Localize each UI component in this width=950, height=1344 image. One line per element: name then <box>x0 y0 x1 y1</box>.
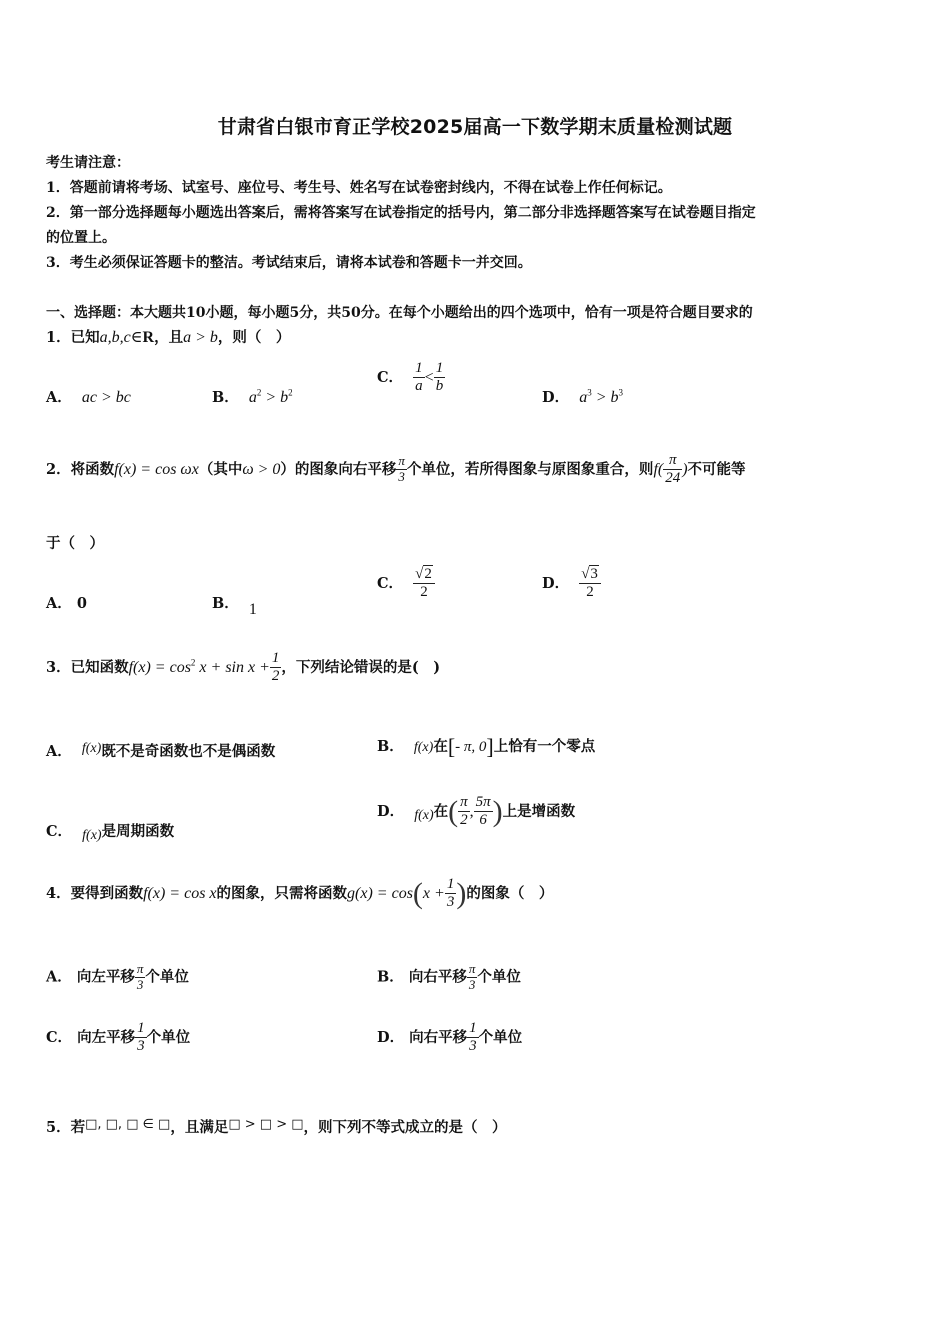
q4-option-c-den: 3 <box>137 1038 145 1055</box>
q4-option-a <box>46 962 189 993</box>
q2-option-d: D． $\frac{√3}{2}$ <box>542 566 601 602</box>
q1-prefix: 1．已知 <box>46 329 100 346</box>
q3-option-d-den2: 6 <box>479 812 487 829</box>
q5-set: □, □, □ ∈ □ <box>85 1117 171 1132</box>
question-5 <box>46 1116 507 1137</box>
q2-option-b-value: 1 <box>248 601 257 618</box>
q1-option-a <box>46 386 131 407</box>
q1-option-b <box>212 386 293 407</box>
q3-option-b-in: 在 <box>433 738 448 755</box>
note-item-3: 3．考生必须保证答题卡的整洁。考试结束后，请将本试卷和答题卡一并交回。 <box>46 255 532 271</box>
q1-option-d-exp2: 3 <box>618 387 623 398</box>
q4-gfrac-num: 1 <box>445 876 457 894</box>
q1-option-c-rel: < <box>424 368 434 386</box>
q2-cond-post: ）的图象向右平移 <box>280 460 397 478</box>
q2-option-b-label: B． <box>212 595 239 612</box>
q1-set-R: R <box>142 329 155 346</box>
q2-val-close: ) <box>682 460 688 478</box>
q4-option-b-label: B． <box>377 968 404 986</box>
q3-option-c <box>46 820 174 841</box>
q3-option-d-in: 在 <box>433 802 449 820</box>
q2-option-b <box>212 592 257 618</box>
q2-func: f(x) = cos ωx <box>114 460 199 478</box>
question-4: 4．要得到函数f(x) = cos x的图象，只需将函数g(x) = cos(x + $\frac{1}{3}$ )的图象（ ） <box>46 876 554 911</box>
q1-option-c <box>377 360 445 396</box>
q3-option-b: B． f(x)在[- π, 0]上恰有一个零点 <box>377 734 596 759</box>
q3-func: f(x) = cos <box>128 659 191 677</box>
q4-option-b <box>377 962 521 993</box>
q4-option-a-den: 3 <box>136 976 144 992</box>
q1-option-d-exp1: 3 <box>587 387 592 398</box>
q2-cond-pre: （其中 <box>198 460 243 478</box>
q4-option-d-label: D． <box>377 1028 405 1046</box>
q4-option-b-pre: 向右平移 <box>408 968 467 986</box>
q4-option-a-num: π <box>136 961 144 976</box>
q3-option-d-label: D． <box>377 802 405 820</box>
q1-option-b-label: B． <box>212 389 239 406</box>
q4-option-a-label: A． <box>46 968 72 986</box>
q3-option-b-label: B． <box>377 738 404 755</box>
q3-frac-num: 1 <box>270 650 282 668</box>
q3-option-c-f: f(x) <box>82 828 102 843</box>
question-2 <box>46 452 746 488</box>
q2-prefix: 2．将函数 <box>46 460 115 478</box>
q3-option-a-text: 既不是奇函数也不是偶函数 <box>101 743 276 760</box>
q2-val-num: π <box>663 452 682 470</box>
q2-cond: ω > 0 <box>242 460 281 478</box>
q4-option-b-den: 3 <box>468 976 476 992</box>
q1-option-d-rel: > b <box>591 389 619 406</box>
q2-option-a-label: A． <box>46 595 72 612</box>
q1-suffix: ，则（ ） <box>217 329 291 346</box>
q3-frac-den: 2 <box>271 668 280 685</box>
q3-option-d: D． f(x)在( $\frac{\pi}{2}$ , $\frac{5\pi}{6}$ )上是增函数 <box>377 794 576 829</box>
q3-option-a-label: A． <box>46 743 72 760</box>
q4-option-c-pre: 向左平移 <box>77 1028 136 1046</box>
q1-option-d-base1: a <box>579 389 588 406</box>
q4-option-d-den: 3 <box>469 1038 477 1055</box>
q3-option-d-num1: π <box>458 794 470 812</box>
q2-suffix: 不可能等 <box>687 460 746 478</box>
q1-cond: a > b <box>183 329 218 346</box>
q1-option-d <box>542 386 623 407</box>
q3-prefix: 3．已知函数 <box>46 658 129 676</box>
q3-option-b-interval: - π, 0 <box>455 739 487 755</box>
q2-option-c-label: C． <box>377 574 404 592</box>
q4-option-c-label: C． <box>46 1028 73 1046</box>
q1-mid: ，且 <box>154 329 184 346</box>
q4-option-c <box>46 1020 190 1056</box>
q1-option-b-rel: > b <box>261 389 289 406</box>
q4-option-d-post: 个单位 <box>478 1028 523 1046</box>
q1-option-c-label: C． <box>377 368 404 386</box>
q4-option-d-num: 1 <box>467 1020 479 1038</box>
q3-option-d-text: 上是增函数 <box>502 802 576 820</box>
q1-option-c-num1: 1 <box>413 360 425 378</box>
q2-option-a <box>46 592 87 613</box>
q4-option-d-pre: 向右平移 <box>409 1028 468 1046</box>
q4-prefix: 4．要得到函数 <box>46 884 144 902</box>
q2-option-d-label: D． <box>542 574 570 592</box>
section-heading: 一、选择题：本大题共10小题，每小题5分，共50分。在每个小题给出的四个选项中，恰有一项是符合题目要求的 <box>46 305 753 321</box>
q2-val-f: f( <box>653 460 664 478</box>
notes-heading: 考生请注意： <box>46 155 130 171</box>
q3-option-a-f: f(x) <box>81 741 102 756</box>
q3-option-d-num2: 5π <box>474 794 493 812</box>
note-item-2-cont: 的位置上。 <box>46 230 116 246</box>
q5-mid: ，且满足 <box>170 1119 229 1136</box>
q4-gfrac-den: 3 <box>446 894 455 911</box>
q3-option-d-f: f(x) <box>414 807 434 823</box>
q3-option-d-den1: 2 <box>460 812 468 829</box>
q1-option-a-label: A． <box>46 389 72 406</box>
q1-option-c-den2: b <box>435 378 444 395</box>
q3-option-b-f: f(x) <box>413 740 434 755</box>
page-title: 甘肃省白银市育正学校2025届高一下数学期末质量检测试题 <box>217 116 733 138</box>
q2-option-c: C． $\frac{√2}{2}$ <box>377 566 435 602</box>
q3-option-c-text: 是周期函数 <box>101 823 175 840</box>
q2-shift-num: π <box>398 453 405 469</box>
q4-option-b-post: 个单位 <box>477 968 521 986</box>
q4-mid: 的图象，只需将函数 <box>216 884 348 902</box>
q4-suffix: 的图象（ ） <box>466 884 554 902</box>
q3-option-c-label: C． <box>46 823 73 840</box>
question-1 <box>46 326 290 347</box>
q2-mid: 个单位，若所得图象与原图象重合，则 <box>406 460 654 478</box>
q2-option-a-value: 0 <box>76 595 87 612</box>
q4-option-c-num: 1 <box>135 1020 147 1038</box>
q3-option-a <box>46 740 275 761</box>
q1-option-b-exp1: 2 <box>256 387 262 398</box>
q1-option-b-exp2: 2 <box>288 387 293 398</box>
q1-option-d-label: D． <box>542 389 570 406</box>
q2-option-d-radicand: 3 <box>590 566 598 582</box>
q1-option-b-base1: a <box>248 389 257 406</box>
q2-shift-den: 3 <box>398 469 405 485</box>
note-item-1: 1．答题前请将考场、试室号、座位号、考生号、姓名写在试卷密封线内，不得在试卷上作任何标记。 <box>46 180 672 196</box>
q2-val-den: 24 <box>665 470 681 487</box>
q4-gfunc: g(x) = cos <box>347 884 413 902</box>
q3-option-b-text: 上恰有一个零点 <box>493 738 596 755</box>
q1-option-c-den1: a <box>415 378 423 395</box>
q5-prefix: 5．若 <box>46 1119 86 1136</box>
q4-ginner: x + <box>422 884 445 902</box>
q4-option-d <box>377 1020 522 1056</box>
q1-option-c-num2: 1 <box>434 360 446 378</box>
q1-option-a-expr: ac > bc <box>81 389 131 406</box>
q1-set: a,b,c∈ <box>99 329 143 346</box>
q3-suffix: ，下列结论错误的是( ) <box>281 658 441 676</box>
q2-line2: 于（ ） <box>46 535 104 552</box>
question-3 <box>46 650 440 686</box>
q4-option-a-post: 个单位 <box>145 968 189 986</box>
q5-cond: □ > □ > □ <box>228 1117 304 1132</box>
q5-suffix: ，则下列不等式成立的是（ ） <box>303 1119 507 1136</box>
q2-option-c-den: 2 <box>420 584 428 601</box>
q2-option-c-radicand: 2 <box>424 566 432 582</box>
q4-func: f(x) = cos x <box>143 884 217 902</box>
q2-option-d-den: 2 <box>586 584 594 601</box>
note-item-2: 2．第一部分选择题每小题选出答案后，需将答案写在试卷指定的括号内，第二部分非选择题答案写在试卷题目指定 <box>46 205 756 221</box>
q4-option-a-pre: 向左平移 <box>76 968 135 986</box>
q3-func-exp: 2 <box>190 658 196 669</box>
q3-func-rest: x + sin x + <box>195 659 270 677</box>
q4-option-b-num: π <box>468 961 476 976</box>
q4-option-c-post: 个单位 <box>146 1028 191 1046</box>
